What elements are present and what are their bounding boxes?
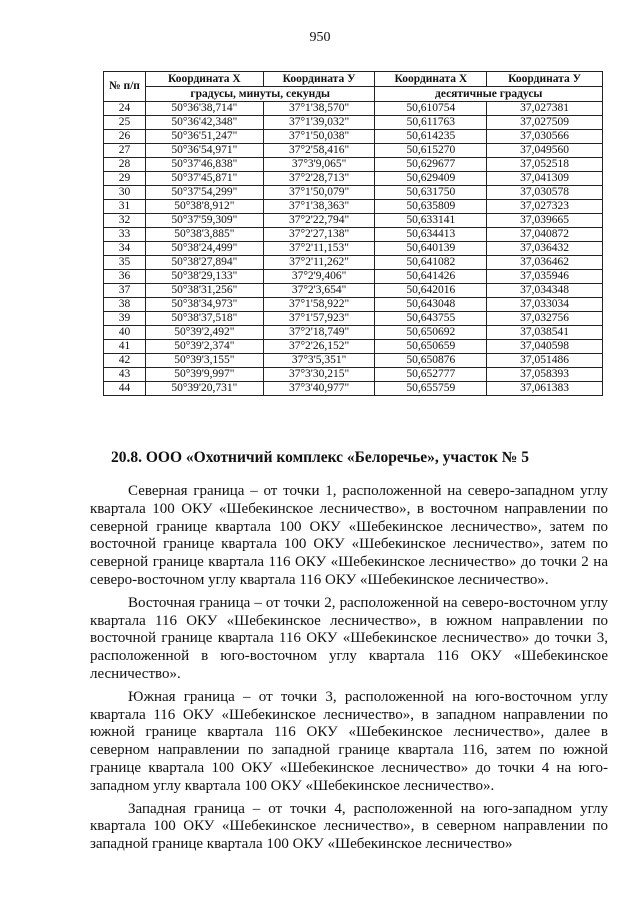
cell-y-dec: 37,040872 xyxy=(487,228,603,242)
cell-x-dms: 50°39'2,492" xyxy=(145,326,263,340)
table-row xyxy=(104,242,603,256)
cell-num: 35 xyxy=(104,256,146,270)
cell-y-dec: 37,035946 xyxy=(487,270,603,284)
cell-y-dms: 37°3'30,215" xyxy=(263,368,375,382)
cell-y-dec: 37,032756 xyxy=(487,312,603,326)
cell-x-dec: 50,640139 xyxy=(375,242,487,256)
cell-x-dec: 50,643048 xyxy=(375,298,487,312)
cell-x-dms: 50°37'45,871" xyxy=(145,172,263,186)
header-x-dec: Координата X xyxy=(375,72,487,87)
cell-x-dec: 50,611763 xyxy=(375,116,487,130)
cell-x-dms: 50°38'31,256" xyxy=(145,284,263,298)
cell-num: 44 xyxy=(104,382,146,396)
cell-y-dec: 37,033034 xyxy=(487,298,603,312)
table-row xyxy=(104,102,603,116)
cell-num: 26 xyxy=(104,130,146,144)
cell-y-dec: 37,051486 xyxy=(487,354,603,368)
table-subheader-row xyxy=(104,87,603,102)
cell-num: 28 xyxy=(104,158,146,172)
cell-num: 31 xyxy=(104,200,146,214)
cell-y-dec: 37,038541 xyxy=(487,326,603,340)
section-heading: 20.8. ООО «Охотничий комплекс «Белоречье», участок № 5 xyxy=(111,449,529,466)
cell-y-dms: 37°2'18,749" xyxy=(263,326,375,340)
cell-x-dec: 50,650876 xyxy=(375,354,487,368)
cell-num: 34 xyxy=(104,242,146,256)
paragraph: Северная граница – от точки 1, расположенной на северо-западном углу квартала 100 ОКУ «Шебекинское лесничество», в восточном направлении по северной границе квартала 100 ОКУ «Шебекинское лесничество», затем по восточной границе квартала 100 ОКУ «Шебекинское лесничество», затем по северной границе квартала 116 ОКУ «Шебекинское лесничество» до точки 2 на северо-восточном углу квартала 116 ОКУ «Шебекинское лесничество». xyxy=(90,483,608,588)
cell-x-dms: 50°38'24,499" xyxy=(145,242,263,256)
cell-y-dec: 37,027323 xyxy=(487,200,603,214)
cell-num: 41 xyxy=(104,340,146,354)
cell-y-dec: 37,034348 xyxy=(487,284,603,298)
cell-num: 43 xyxy=(104,368,146,382)
cell-x-dec: 50,635809 xyxy=(375,200,487,214)
cell-y-dms: 37°1'38,570" xyxy=(263,102,375,116)
cell-y-dms: 37°3'5,351" xyxy=(263,354,375,368)
cell-y-dms: 37°2'11,153" xyxy=(263,242,375,256)
cell-x-dec: 50,655759 xyxy=(375,382,487,396)
cell-x-dec: 50,629677 xyxy=(375,158,487,172)
cell-y-dec: 37,030566 xyxy=(487,130,603,144)
cell-num: 25 xyxy=(104,116,146,130)
cell-y-dec: 37,052518 xyxy=(487,158,603,172)
cell-y-dms: 37°2'27,138" xyxy=(263,228,375,242)
cell-y-dms: 37°1'50,038" xyxy=(263,130,375,144)
cell-num: 38 xyxy=(104,298,146,312)
table-row xyxy=(104,354,603,368)
cell-y-dms: 37°2'22,794" xyxy=(263,214,375,228)
cell-num: 30 xyxy=(104,186,146,200)
cell-y-dec: 37,036462 xyxy=(487,256,603,270)
table-header-row xyxy=(104,72,603,87)
paragraph: Южная граница – от точки 3, расположенной на юго-восточном углу квартала 116 ОКУ «Шебекинское лесничество», в западном направлении по южной границе квартала 116 ОКУ «Шебекинское лесничество», далее в северном направлении по западной границе квартала 116, затем по южной границе квартала 100 ОКУ «Шебекинское лесничество» до точки 4 на юго-западном углу квартала 100 ОКУ «Шебекинское лесничество». xyxy=(90,688,608,794)
subheader-dms: градусы, минуты, секунды xyxy=(145,87,375,102)
cell-x-dms: 50°37'46,838" xyxy=(145,158,263,172)
cell-x-dec: 50,652777 xyxy=(375,368,487,382)
header-y-dms: Координата У xyxy=(263,72,375,87)
cell-x-dec: 50,631750 xyxy=(375,186,487,200)
table-row xyxy=(104,130,603,144)
cell-x-dms: 50°36'51,247" xyxy=(145,130,263,144)
cell-x-dms: 50°37'54,299" xyxy=(145,186,263,200)
cell-x-dec: 50,610754 xyxy=(375,102,487,116)
cell-x-dms: 50°38'37,518" xyxy=(145,312,263,326)
cell-y-dms: 37°2'11,262" xyxy=(263,256,375,270)
table-row xyxy=(104,312,603,326)
cell-y-dec: 37,036432 xyxy=(487,242,603,256)
table-row xyxy=(104,340,603,354)
cell-x-dms: 50°38'27,894" xyxy=(145,256,263,270)
cell-num: 36 xyxy=(104,270,146,284)
cell-y-dms: 37°1'58,922" xyxy=(263,298,375,312)
cell-x-dms: 50°39'20,731" xyxy=(145,382,263,396)
cell-y-dms: 37°2'3,654" xyxy=(263,284,375,298)
cell-x-dms: 50°38'34,973" xyxy=(145,298,263,312)
cell-x-dec: 50,641426 xyxy=(375,270,487,284)
cell-x-dec: 50,614235 xyxy=(375,130,487,144)
cell-y-dec: 37,041309 xyxy=(487,172,603,186)
cell-x-dec: 50,650659 xyxy=(375,340,487,354)
cell-y-dms: 37°2'58,416" xyxy=(263,144,375,158)
table-row xyxy=(104,382,603,396)
cell-y-dms: 37°2'28,713" xyxy=(263,172,375,186)
cell-num: 29 xyxy=(104,172,146,186)
table-row xyxy=(104,326,603,340)
coordinates-table-body xyxy=(104,102,603,396)
table-row xyxy=(104,270,603,284)
cell-x-dec: 50,642016 xyxy=(375,284,487,298)
coordinates-table xyxy=(103,71,603,396)
cell-num: 39 xyxy=(104,312,146,326)
cell-num: 27 xyxy=(104,144,146,158)
body-text xyxy=(90,483,608,859)
cell-x-dms: 50°38'3,885" xyxy=(145,228,263,242)
table-row xyxy=(104,298,603,312)
cell-x-dms: 50°39'9,997" xyxy=(145,368,263,382)
table-row xyxy=(104,368,603,382)
header-y-dec: Координата У xyxy=(487,72,603,87)
cell-x-dms: 50°36'42,348" xyxy=(145,116,263,130)
cell-x-dms: 50°39'2,374" xyxy=(145,340,263,354)
table-row xyxy=(104,200,603,214)
cell-num: 37 xyxy=(104,284,146,298)
cell-y-dms: 37°1'57,923" xyxy=(263,312,375,326)
table-row xyxy=(104,186,603,200)
cell-x-dec: 50,634413 xyxy=(375,228,487,242)
header-num: № п/п xyxy=(104,72,146,102)
paragraph: Западная граница – от точки 4, расположенной на юго-западном углу квартала 100 ОКУ «Шебекинское лесничество», в северном направлении по западной границе квартала 100 ОКУ «Шебекинское лесничество» xyxy=(90,800,608,853)
table-row xyxy=(104,228,603,242)
cell-x-dms: 50°39'3,155" xyxy=(145,354,263,368)
table-row xyxy=(104,214,603,228)
cell-y-dms: 37°2'9,406" xyxy=(263,270,375,284)
paragraph: Восточная граница – от точки 2, расположенной на северо-восточном углу квартала 116 ОКУ «Шебекинское лесничество», в южном направлении по восточной границе квартала 116 ОКУ «Шебекинское лесничество» до точки 3, расположенной в юго-восточном углу квартала 116 ОКУ «Шебекинское лесничество». xyxy=(90,594,608,682)
cell-x-dms: 50°38'8,912" xyxy=(145,200,263,214)
cell-x-dec: 50,643755 xyxy=(375,312,487,326)
cell-num: 24 xyxy=(104,102,146,116)
cell-y-dec: 37,027509 xyxy=(487,116,603,130)
cell-y-dec: 37,061383 xyxy=(487,382,603,396)
cell-y-dms: 37°3'40,977" xyxy=(263,382,375,396)
cell-y-dms: 37°2'26,152" xyxy=(263,340,375,354)
cell-y-dms: 37°1'39,032" xyxy=(263,116,375,130)
cell-x-dec: 50,650692 xyxy=(375,326,487,340)
cell-x-dec: 50,633141 xyxy=(375,214,487,228)
cell-num: 42 xyxy=(104,354,146,368)
cell-x-dms: 50°38'29,133" xyxy=(145,270,263,284)
cell-y-dms: 37°1'50,079" xyxy=(263,186,375,200)
cell-num: 33 xyxy=(104,228,146,242)
cell-num: 32 xyxy=(104,214,146,228)
cell-x-dms: 50°36'38,714" xyxy=(145,102,263,116)
cell-y-dec: 37,027381 xyxy=(487,102,603,116)
cell-y-dec: 37,040598 xyxy=(487,340,603,354)
table-row xyxy=(104,144,603,158)
table-row xyxy=(104,158,603,172)
cell-x-dec: 50,641082 xyxy=(375,256,487,270)
cell-x-dms: 50°37'59,309" xyxy=(145,214,263,228)
cell-y-dms: 37°1'38,363" xyxy=(263,200,375,214)
cell-y-dms: 37°3'9,065" xyxy=(263,158,375,172)
cell-y-dec: 37,030578 xyxy=(487,186,603,200)
table-row xyxy=(104,284,603,298)
table-row xyxy=(104,172,603,186)
cell-y-dec: 37,039665 xyxy=(487,214,603,228)
cell-y-dec: 37,049560 xyxy=(487,144,603,158)
table-row xyxy=(104,116,603,130)
page-number: 950 xyxy=(309,30,331,45)
cell-x-dec: 50,615270 xyxy=(375,144,487,158)
header-x-dms: Координата X xyxy=(145,72,263,87)
table-row xyxy=(104,256,603,270)
cell-num: 40 xyxy=(104,326,146,340)
cell-x-dec: 50,629409 xyxy=(375,172,487,186)
cell-y-dec: 37,058393 xyxy=(487,368,603,382)
cell-x-dms: 50°36'54,971" xyxy=(145,144,263,158)
subheader-dec: десятичные градусы xyxy=(375,87,603,102)
